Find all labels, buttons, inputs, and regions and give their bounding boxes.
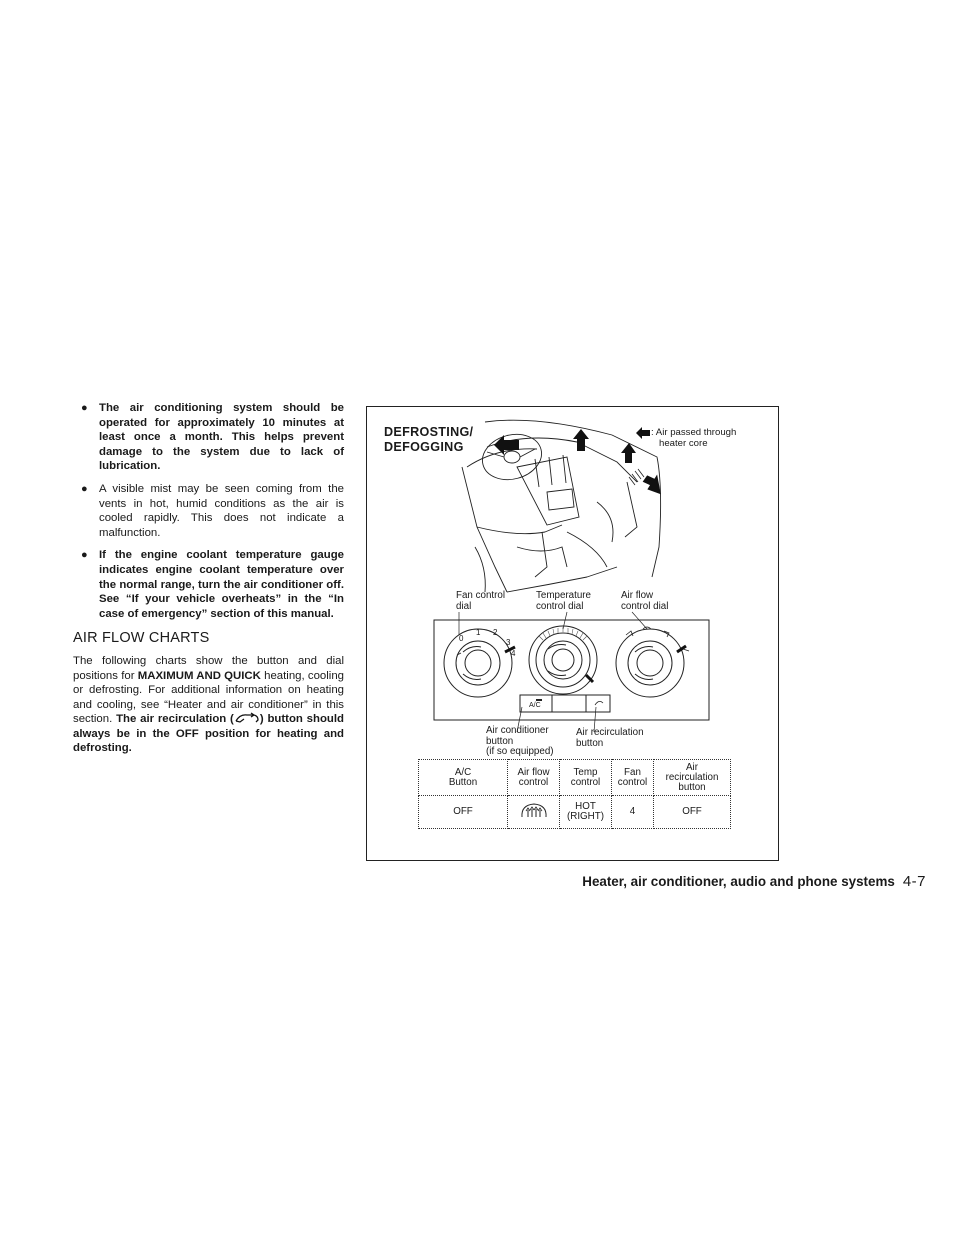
cell-line: Air flow: [517, 766, 550, 778]
defrost-icon: [519, 801, 549, 821]
ac-button-callout: [486, 726, 554, 758]
fan-number: 0: [459, 634, 464, 643]
cell-line: Button: [448, 776, 478, 788]
figure-title-line: DEFOGGING: [384, 440, 464, 454]
callout-text: control dial: [536, 600, 584, 612]
bullet-item: [73, 548, 344, 621]
table-cell: [419, 796, 508, 829]
bullet-item: [73, 401, 344, 474]
cell-line: button: [678, 781, 706, 793]
cell-line: Air: [686, 761, 698, 773]
fan-dial-label: [456, 591, 505, 612]
callout-text: button: [576, 737, 604, 749]
table-header-cell: [612, 760, 654, 796]
bullet-dot: ●: [81, 482, 88, 495]
callout-text: Air flow: [621, 590, 654, 601]
body-text: heating, cooling or defrosting. For additional information on heating and cooling, see “Heater and air conditioner” in this section.: [73, 669, 344, 726]
bullet-text: The air conditioning system should be operated for approximately 10 minutes at least once a month. This helps prevent damage to the system due to lack of lubrication.: [99, 402, 344, 473]
cell-line: recirculation: [665, 771, 719, 783]
table-row: [419, 796, 731, 829]
callout-text: Temperature: [536, 590, 591, 601]
page-number: 4-7: [902, 873, 926, 890]
table-header-cell: [419, 760, 508, 796]
cell-line: OFF: [682, 806, 702, 817]
fan-number: 1: [476, 628, 481, 637]
cell-line: control: [617, 776, 648, 788]
cell-line: A/C: [454, 766, 472, 778]
table-header-cell: [654, 760, 731, 796]
cell-line: Fan: [624, 766, 641, 778]
cell-line: control: [570, 776, 601, 788]
fan-number: 4: [511, 649, 516, 658]
bullet-text: A visible mist may be seen coming from the vents in hot, humid conditions as the air is cooled rapidly. This does not indicate a malfunction.: [99, 482, 344, 539]
cell-line: Temp: [573, 766, 598, 778]
fan-number: 2: [493, 628, 498, 637]
figure-title-line: DEFROSTING/: [384, 425, 474, 439]
cell-line: HOT: [575, 801, 596, 812]
table-cell: [560, 796, 612, 829]
callout-text: dial: [456, 600, 472, 612]
legend-text: : Air passed through: [651, 427, 737, 438]
cell-line: control: [518, 776, 549, 788]
page-footer: [400, 873, 926, 890]
callout-text: (if so equipped): [486, 746, 554, 758]
callout-text: Air conditioner: [486, 725, 549, 736]
bullet-dot: ●: [81, 402, 88, 414]
table-header-row: [419, 760, 731, 796]
table-header-cell: [508, 760, 560, 796]
callout-text: Fan control: [456, 590, 506, 601]
recirc-button-callout: [576, 728, 644, 749]
text-column: [73, 401, 344, 756]
ac-button-label: A/C: [529, 702, 541, 709]
table-cell: [612, 796, 654, 829]
airflow-table: [418, 759, 731, 829]
body-bold: ) button should always be in the OFF position for heating and defrosting.: [73, 713, 345, 755]
bullet-text: If the engine coolant temperature gauge indicates engine coolant temperature over the normal range, turn the air conditioner off. See “If your vehicle overheats” in the “In case of emergency” section of this manual.: [99, 549, 344, 620]
temp-dial-label: [536, 591, 591, 612]
bullet-dot: ●: [81, 549, 88, 562]
body-text: The following charts show the button and dial positions for: [73, 654, 344, 682]
bullet-item: [73, 482, 344, 540]
callout-text: Air recirculation: [576, 727, 644, 738]
table-cell: [654, 796, 731, 829]
fan-number: 3: [506, 638, 511, 647]
table-header-cell: [560, 760, 612, 796]
body-bold: MAXIMUM AND QUICK: [137, 669, 261, 682]
recirculation-icon: [234, 712, 260, 724]
callout-text: button: [486, 735, 514, 747]
body-paragraph: [73, 654, 344, 756]
airflow-figure: [366, 406, 779, 861]
body-bold: The air recirculation (: [116, 713, 234, 726]
airflow-dial-label: [621, 591, 668, 612]
footer-title: Heater, air conditioner, audio and phone systems: [582, 874, 895, 889]
callout-text: control dial: [621, 600, 669, 612]
section-title: AIR FLOW CHARTS: [73, 630, 210, 647]
cell-line: OFF: [453, 806, 473, 817]
cell-line: (RIGHT): [566, 811, 604, 822]
dashboard-illustration: [367, 407, 780, 767]
legend-text: heater core: [659, 438, 708, 449]
table-cell: [508, 796, 560, 829]
cell-line: 4: [629, 806, 636, 817]
